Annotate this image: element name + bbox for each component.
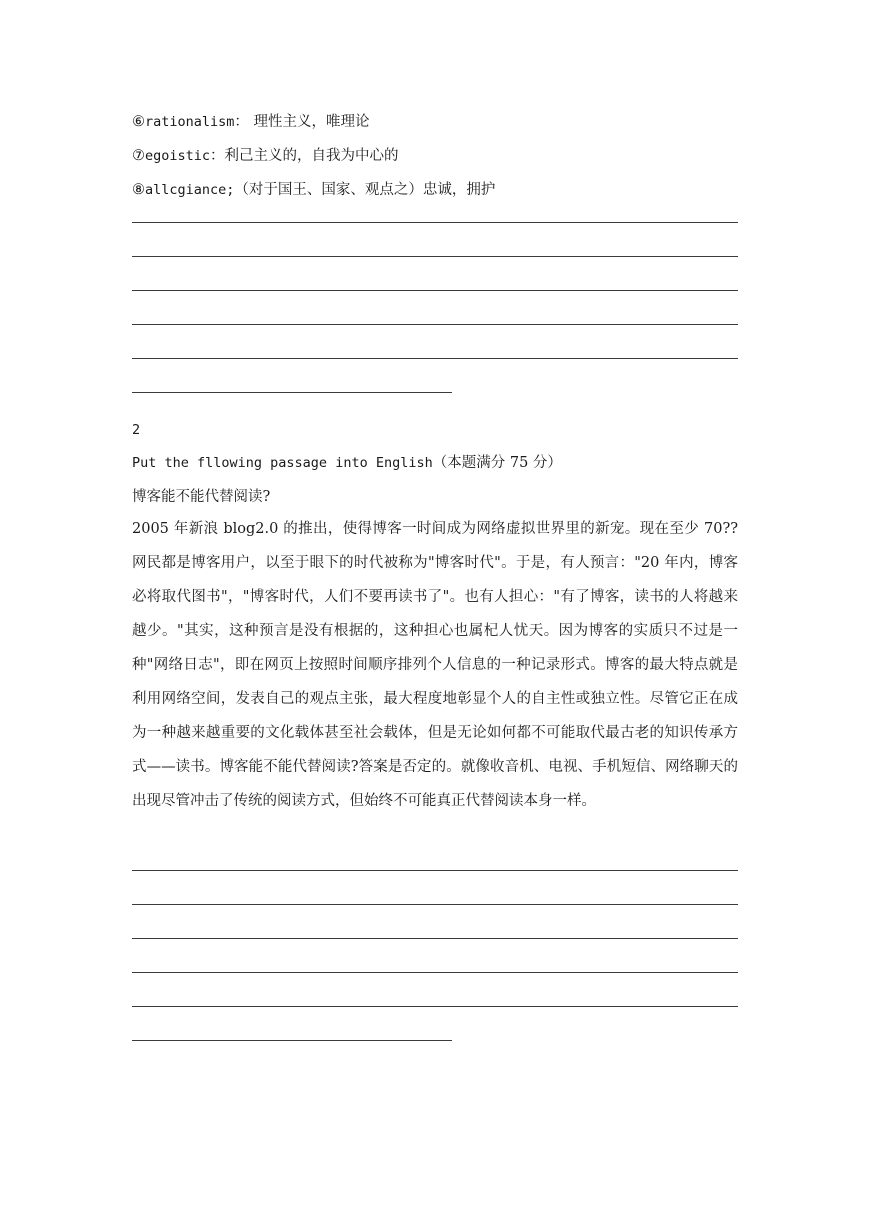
vocab-term: rationalism (145, 114, 235, 130)
passage-title: 博客能不能代替阅读? (132, 489, 271, 505)
vocab-separator: ; (226, 182, 235, 198)
answer-line (132, 222, 738, 223)
answer-line (132, 290, 738, 291)
answer-line (132, 972, 738, 973)
circled-number-7: ⑦ (132, 148, 145, 164)
answer-line (132, 870, 738, 871)
answer-line (132, 938, 738, 939)
answer-line-short (132, 392, 452, 393)
vocab-separator: ： (234, 114, 254, 130)
answer-line-short (132, 1040, 452, 1041)
circled-number-8: ⑧ (132, 182, 145, 198)
question-instruction (132, 453, 562, 473)
vocab-term: egoistic (145, 148, 211, 164)
answer-line (132, 904, 738, 905)
vocab-separator: ： (210, 148, 225, 164)
instruction-english: Put the fllowing passage into English (132, 455, 433, 471)
vocab-term: allcgiance (145, 182, 227, 198)
answer-line (132, 358, 738, 359)
question-number: 2 (132, 422, 141, 438)
vocab-item-6 (132, 112, 370, 132)
answer-line (132, 256, 738, 257)
passage-text: 2005 年新浪 blog2.0 的推出，使得博客一时间成为网络虚拟世界里的新宠。现在至少 70??网民都是博客用户，以至于眼下的时代被称为"博客时代"。于是，有人预言："20 年内，博客必将取代图书"，"博客时代，人们不要再读书了"。也有人担心："有了博客，读书的人将越来越少。"其实，这种预言是没有根据的，这种担心也属杞人忧天。因为博客的实质只不过是一种"网络日志"，即在网页上按照时间顺序排列个人信息的一种记录形式。博客的最大特点就是利用网络空间，发表自己的观点主张，最大程度地彰显个人的自主性或独立性。尽管它正在成为一种越来越重要的文化载体甚至社会载体，但是无论如何都不可能取代最古老的知识传承方式——读书。博客能不能代替阅读?答案是否定的。就像收音机、电视、手机短信、网络聊天的出现尽管冲击了传统的阅读方式，但始终不可能真正代替阅读本身一样。 (132, 521, 738, 809)
vocab-item-8 (132, 180, 495, 200)
vocab-meaning: （对于国王、国家、观点之）忠诚，拥护 (234, 182, 496, 198)
vocab-item-7 (132, 146, 399, 166)
vocab-meaning: 利己主义的，自我为中心的 (224, 148, 399, 164)
instruction-score: （本题满分 75 分） (432, 455, 562, 471)
answer-line (132, 1006, 738, 1007)
circled-number-6: ⑥ (132, 114, 145, 130)
vocab-meaning: 理性主义，唯理论 (253, 114, 370, 130)
answer-line (132, 324, 738, 325)
